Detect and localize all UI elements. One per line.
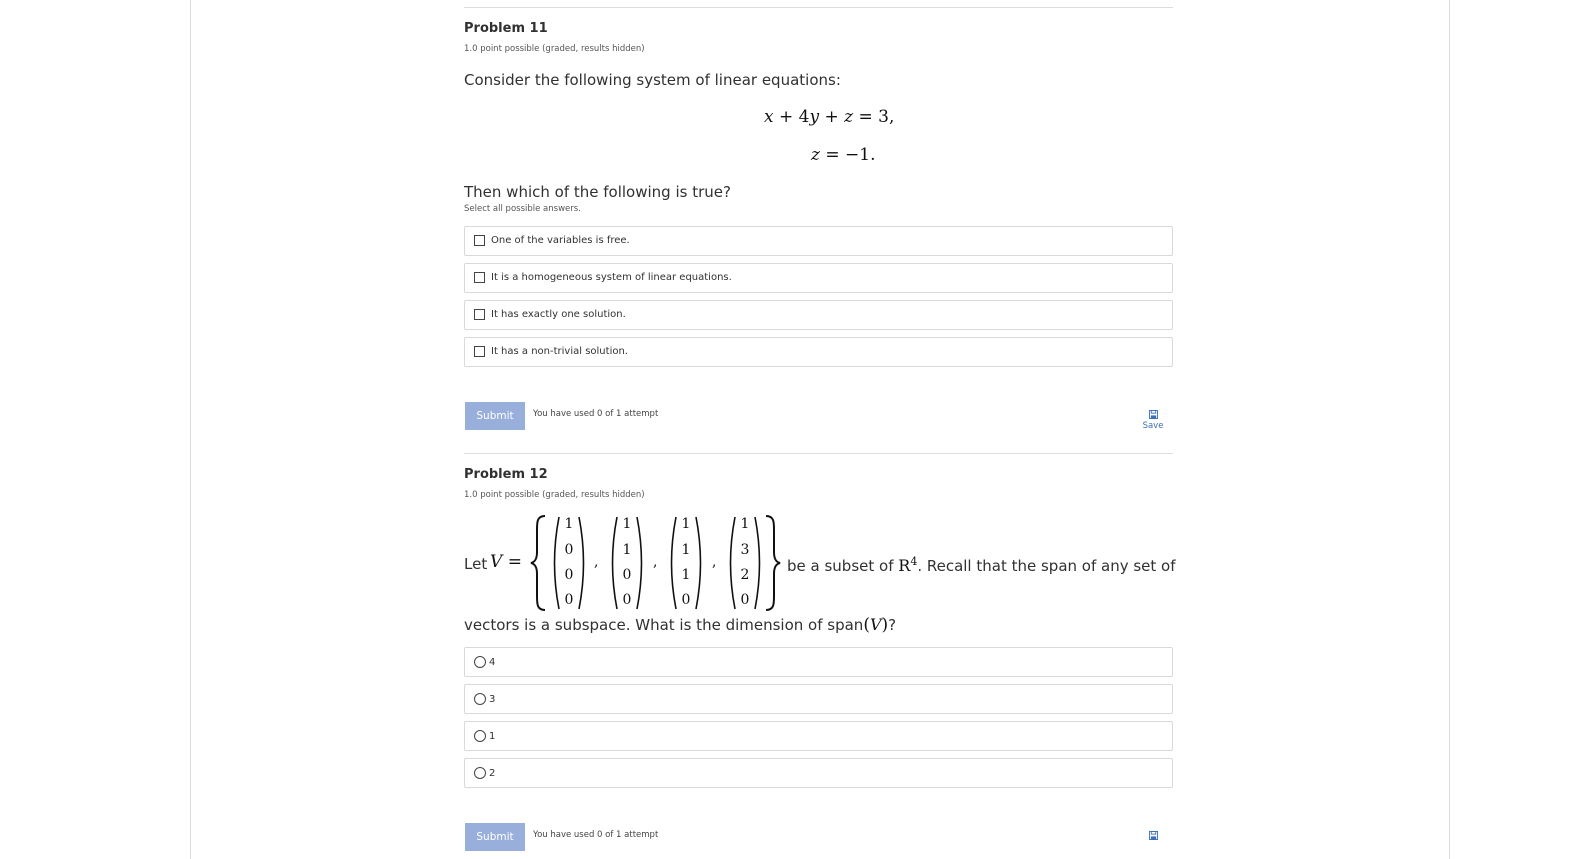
span-V: V [869, 615, 882, 634]
checkbox[interactable] [474, 235, 485, 246]
vector-entry: 0 [564, 567, 574, 583]
divider [464, 7, 1173, 8]
attempts-text: You have used 0 of 1 attempt [533, 830, 659, 840]
eq1-plus: + [824, 107, 839, 127]
vector-entry: 0 [564, 542, 574, 558]
radio-option[interactable] [464, 721, 1173, 751]
equation-2 [811, 145, 876, 165]
set-name [490, 552, 522, 572]
recall-text: . Recall that the span of any set of [917, 557, 1176, 575]
choice-option[interactable] [464, 263, 1173, 293]
vector-entry: 2 [740, 567, 750, 583]
radio-button[interactable] [474, 693, 486, 705]
submit-button[interactable]: Submit [465, 823, 525, 851]
radio-button[interactable] [474, 656, 486, 668]
choice-label: One of the variables is free. [491, 235, 630, 246]
set-V: V [490, 552, 503, 572]
radio-option[interactable] [464, 684, 1173, 714]
left-brace [528, 514, 548, 612]
problem-11-title: Problem 11 [464, 21, 548, 36]
real-space-exponent: 4 [910, 555, 918, 568]
let-text: Let [464, 555, 488, 573]
vector-entry: 0 [564, 592, 574, 608]
comma: , [712, 554, 717, 570]
radio-option[interactable] [464, 758, 1173, 788]
eq1-plus-4: + 4 [779, 107, 810, 127]
eq2-z: z [811, 145, 820, 165]
choice-option[interactable] [464, 300, 1173, 330]
equals-sign: = [507, 552, 522, 572]
problem-11-hint: Select all possible answers. [464, 204, 581, 214]
eq1-y: y [809, 107, 820, 127]
problem-12-prompt-line2: vectors is a subspace. What is the dimension of span(V)? [464, 615, 897, 635]
vector-entry: 3 [740, 542, 750, 558]
equation-1 [764, 107, 894, 127]
divider [464, 453, 1173, 454]
vector-entry: 0 [622, 592, 632, 608]
vector-entry: 0 [740, 592, 750, 608]
checkbox[interactable] [474, 272, 485, 283]
vector-4 [726, 515, 764, 611]
vector-1 [550, 515, 588, 611]
floppy-disk-icon [1149, 831, 1158, 840]
submit-button[interactable]: Submit [465, 402, 525, 430]
radio-button[interactable] [474, 767, 486, 779]
radio-label: 1 [489, 731, 496, 742]
vector-entry: 1 [564, 516, 574, 532]
radio-label: 2 [489, 768, 496, 779]
vector-3 [667, 515, 705, 611]
attempts-text: You have used 0 of 1 attempt [533, 409, 659, 419]
real-space-R: R [898, 556, 911, 575]
floppy-disk-icon [1149, 410, 1158, 419]
vector-entry: 1 [681, 516, 691, 532]
eq1-z: z [844, 107, 854, 127]
vector-entry: 0 [681, 592, 691, 608]
choice-label: It has exactly one solution. [491, 309, 626, 320]
radio-label: 4 [489, 657, 496, 668]
vector-entry: 1 [681, 542, 691, 558]
eq1-rhs: = 3, [858, 107, 895, 127]
comma: , [594, 554, 599, 570]
radio-button[interactable] [474, 730, 486, 742]
vector-entry: 1 [622, 542, 632, 558]
vector-entry: 1 [740, 516, 750, 532]
save-button[interactable] [1138, 831, 1168, 842]
right-brace [763, 514, 783, 612]
question-mark: ? [888, 616, 897, 634]
problem-11-prompt: Consider the following system of linear equations: [464, 71, 841, 89]
checkbox[interactable] [474, 309, 485, 320]
vector-entry: 0 [622, 567, 632, 583]
problem-12-title: Problem 12 [464, 467, 548, 482]
problem-12-prompt-line1 [787, 555, 1176, 575]
choice-option[interactable] [464, 226, 1173, 256]
problem-11-question: Then which of the following is true? [464, 183, 731, 201]
problem-12-points: 1.0 point possible (graded, results hidden) [464, 490, 645, 500]
vector-2 [608, 515, 646, 611]
problem-11-points: 1.0 point possible (graded, results hidden) [464, 44, 645, 54]
radio-option[interactable] [464, 647, 1173, 677]
radio-label: 3 [489, 694, 496, 705]
choice-option[interactable] [464, 337, 1173, 367]
span-question-text: vectors is a subspace. What is the dimension of span [464, 616, 864, 634]
choice-label: It is a homogeneous system of linear equations. [491, 272, 732, 283]
subset-text: be a subset of [787, 557, 894, 575]
eq2-rhs: = −1. [825, 145, 876, 165]
vector-entry: 1 [622, 516, 632, 532]
comma: , [653, 554, 658, 570]
save-button[interactable] [1138, 410, 1168, 431]
save-label: Save [1142, 421, 1164, 431]
checkbox[interactable] [474, 346, 485, 357]
choice-label: It has a non-trivial solution. [491, 346, 628, 357]
vector-entry: 1 [681, 567, 691, 583]
eq1-x: x [764, 107, 774, 127]
